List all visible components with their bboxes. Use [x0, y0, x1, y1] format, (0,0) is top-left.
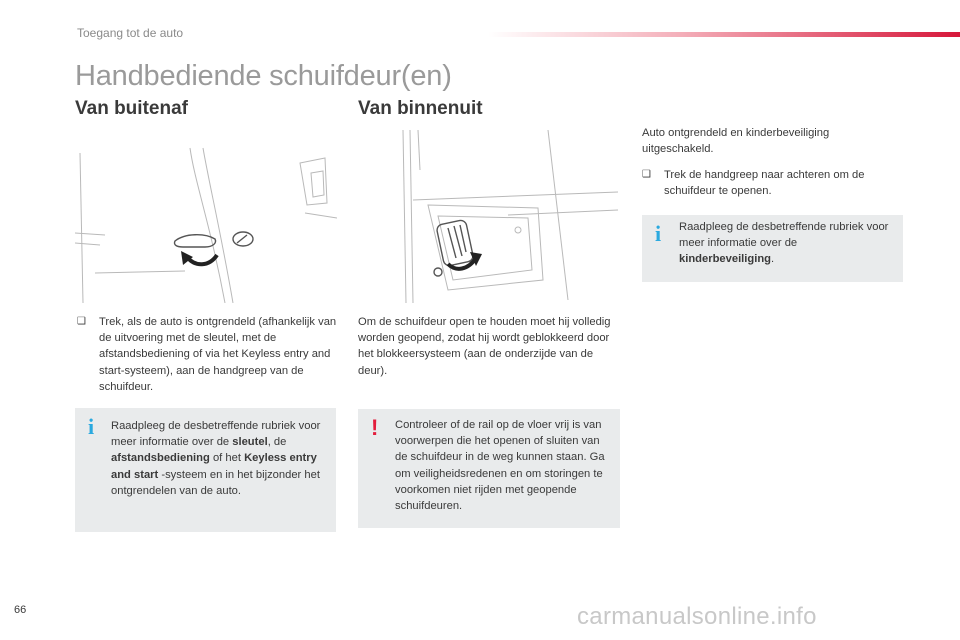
inside-description: Om de schuifdeur open te houden moet hij volledig worden geopend, zodat hij wordt geblokkeerd door het blokkeersysteem (aan de onderzijde van de deur).	[358, 316, 611, 377]
warning-box-text: Controleer of de rail op de vloer vrij is van voorwerpen die het openen of sluiten van de schuifdeur in de weg kunnen staan. Ga om veiligheidsredenen en om storingen te voorkomen niet rijden met geopende schuifdeuren.	[395, 419, 605, 513]
info-box-right-text: Raadpleeg de desbetreffende rubriek voor meer informatie over de kinderbeveiliging.	[679, 221, 889, 266]
page-number: 66	[14, 604, 27, 616]
right-instruction	[642, 167, 892, 199]
info-icon: i	[88, 414, 95, 439]
page-title: Handbediende schuifdeur(en)	[75, 60, 452, 92]
figure-inside-door-handle	[358, 130, 620, 303]
outside-instruction	[77, 314, 339, 395]
right-intro: Auto ontgrendeld en kinderbeveiliging uitgeschakeld.	[642, 127, 830, 156]
right-instruction-text: Trek de handgreep naar achteren om de schuifdeur te openen.	[664, 169, 865, 198]
info-box-outside-text: Raadpleeg de desbetreffende rubriek voor meer informatie over de sleutel, de afstandsbediening of het Keyless entry and start -systeem en in het bijzonder het ontgrendelen van de auto.	[111, 420, 321, 497]
outside-instruction-text: Trek, als de auto is ontgrendeld (afhankelijk van de uitvoering met de sleutel, met de afstandsbediening of via het Keyless entry and start-systeem), aan de handgreep van de schuifdeur.	[99, 316, 337, 393]
info-icon: i	[655, 221, 662, 246]
heading-from-inside: Van binnenuit	[358, 98, 483, 119]
info-box-right	[642, 215, 903, 282]
running-header: Toegang tot de auto	[77, 26, 184, 40]
heading-from-outside: Van buitenaf	[75, 98, 188, 119]
info-box-outside	[75, 408, 336, 532]
checkbox-bullet-icon: ❑	[642, 169, 651, 180]
warning-box-inside	[358, 409, 620, 528]
watermark: carmanualsonline.info	[577, 603, 817, 630]
warning-icon: !	[371, 415, 379, 440]
header-accent-bar	[488, 32, 960, 37]
figure-outside-door-handle	[75, 143, 337, 303]
checkbox-bullet-icon: ❑	[77, 316, 86, 327]
